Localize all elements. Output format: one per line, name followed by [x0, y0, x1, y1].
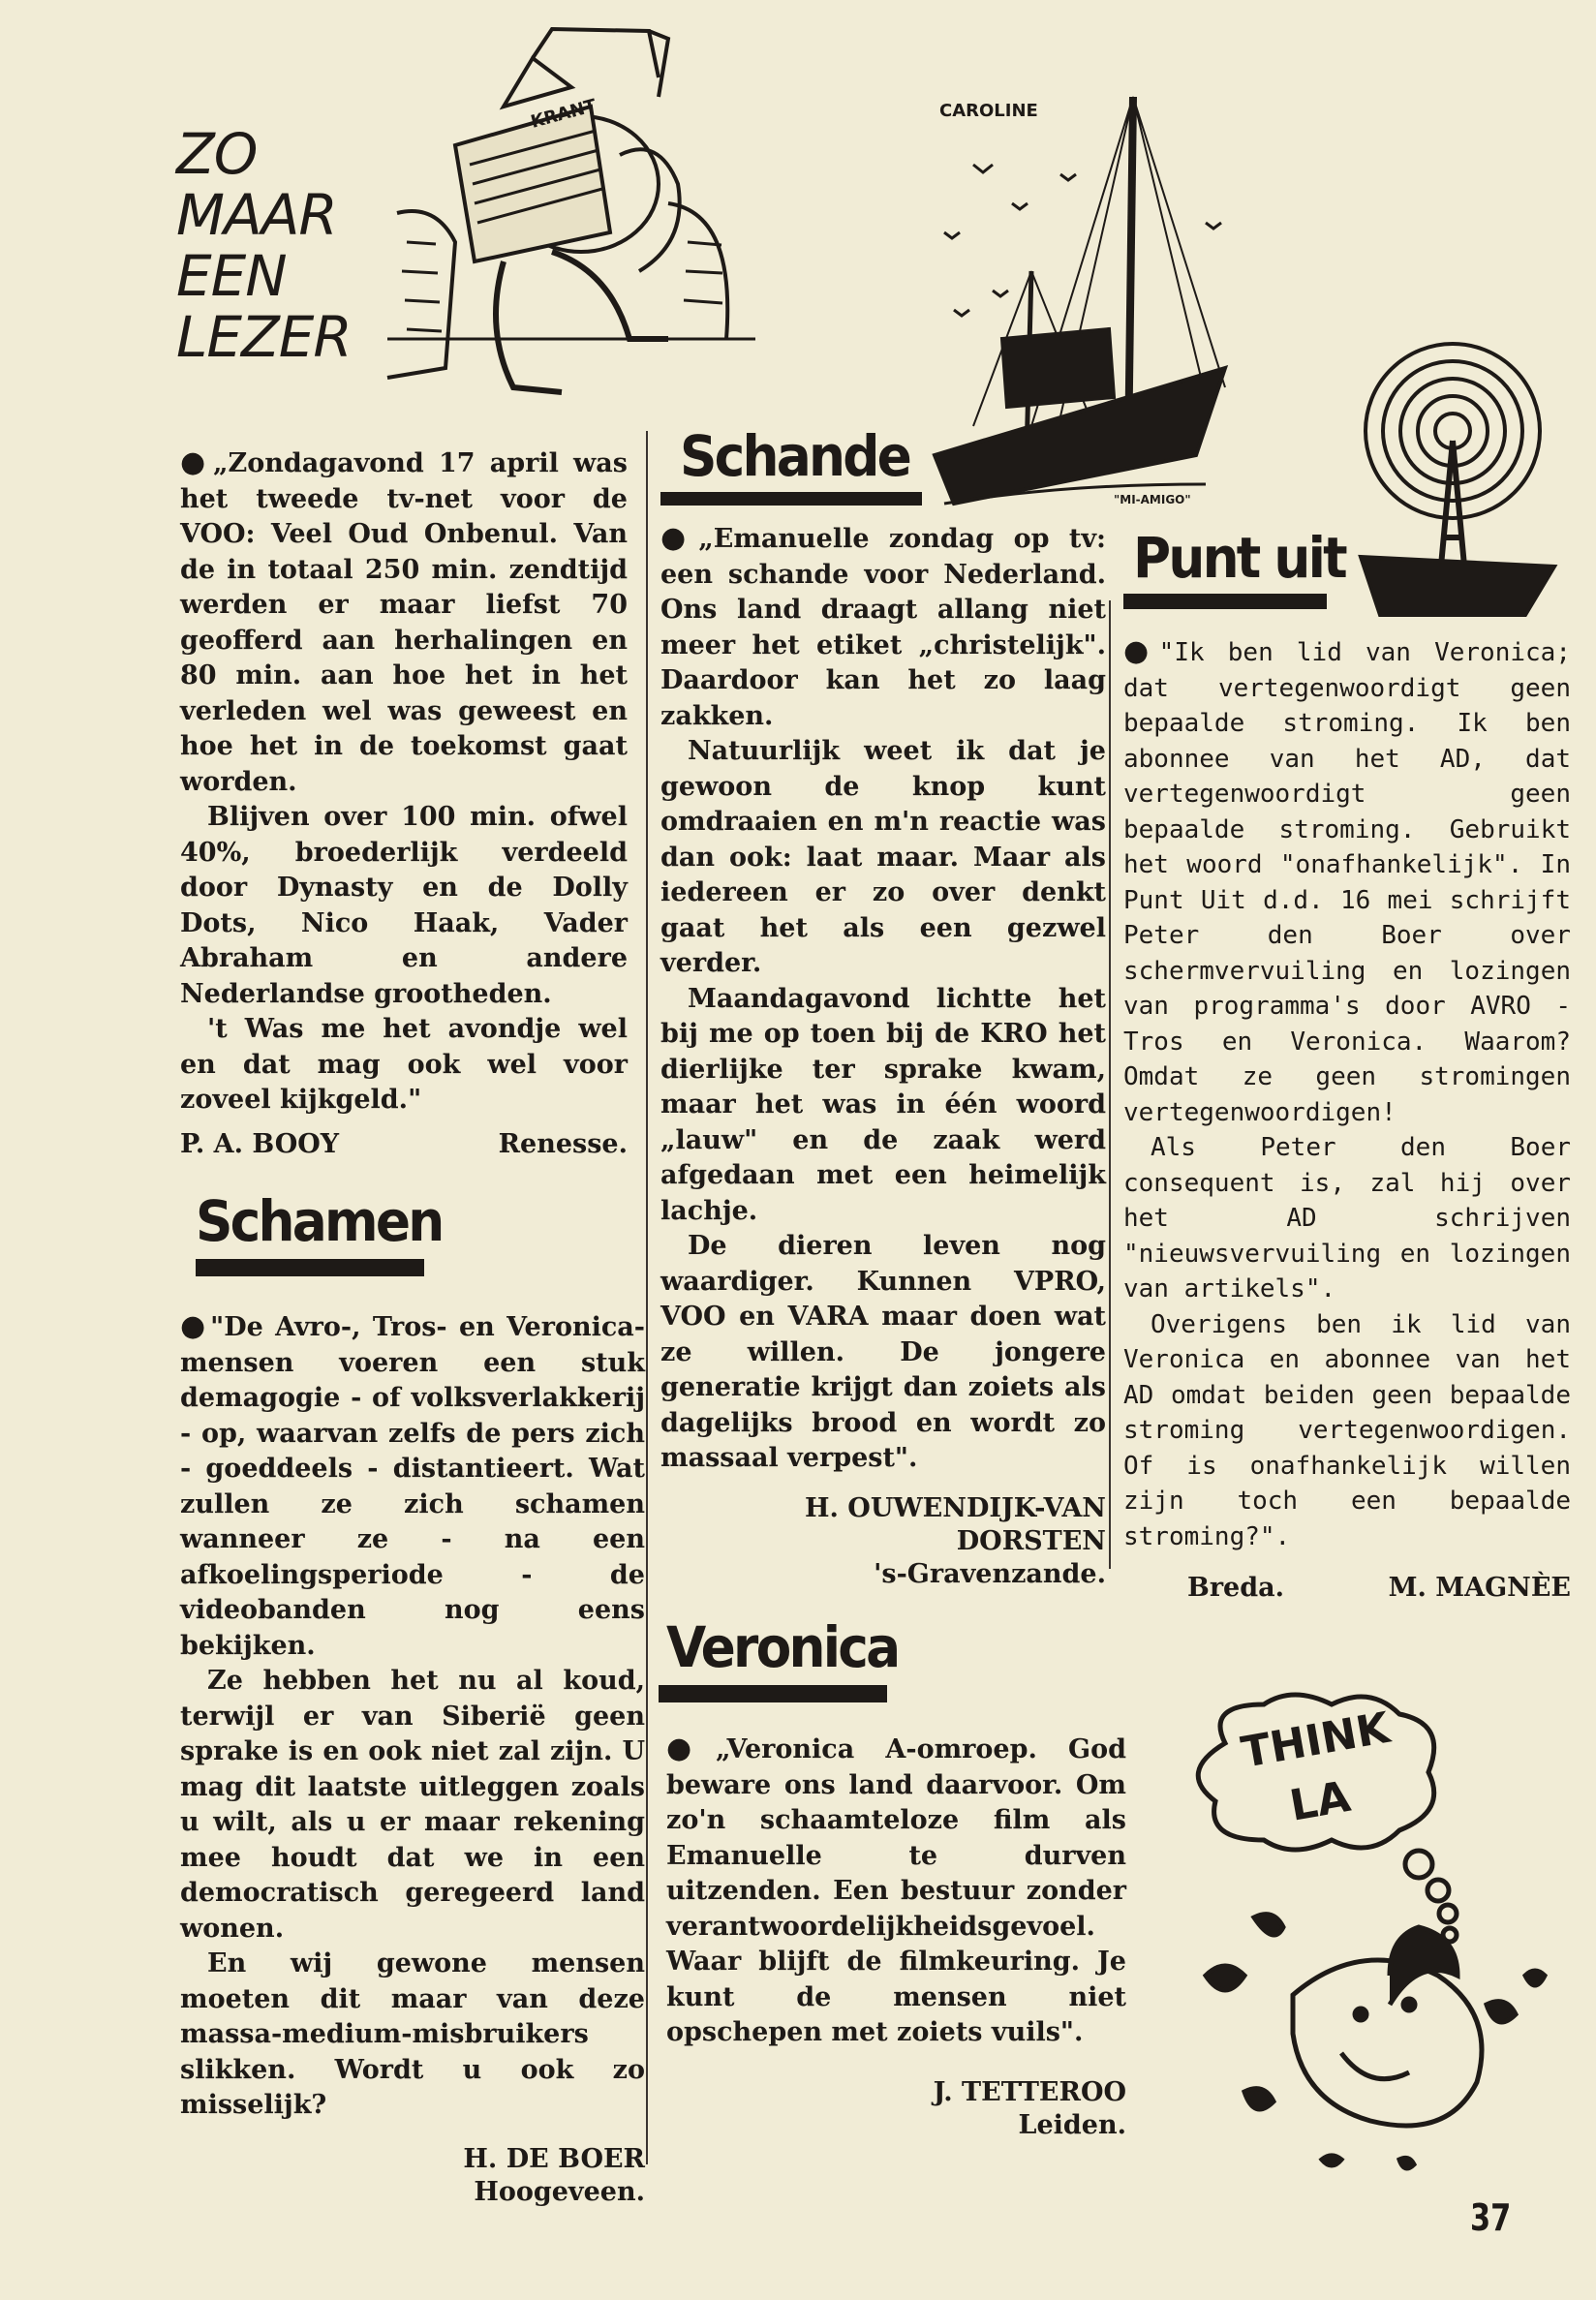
- letter-signature: [180, 1128, 628, 1161]
- signature-place: Renesse.: [498, 1128, 628, 1159]
- title-line: MAAR: [176, 182, 337, 248]
- column-divider: [646, 431, 648, 2164]
- title-line: EEN: [176, 243, 287, 309]
- letter-schamen: [180, 1188, 645, 2209]
- letter-paragraph: 't Was me het avondje wel en dat mag ook wel voor zoveel kijkgeld.": [180, 1014, 628, 1115]
- letter-signature: [180, 2143, 645, 2209]
- letter-paragraph: En wij gewone mensen moeten dit maar van deze massa-medium-misbruikers slikken. Wordt u ook zo misselijk?: [180, 1948, 645, 2120]
- headline-rule: [659, 1685, 887, 1702]
- bullet-icon: ●: [666, 1732, 714, 1765]
- letter-paragraph: Blijven over 100 min. ofwel 40%, broederlijk verdeeld door Dynasty en de Dolly Dots, Nico Haak, Vader Abraham en andere Nederlandse grootheden.: [180, 802, 628, 1009]
- think-label: THINK: [1238, 1702, 1394, 1778]
- letter-paragraph: Natuurlijk weet ik dat je gewoon de knop kunt omdraaien en m'n reactie was dan ook: laat maar. Maar als iedereen er zo over denkt gaat het als een gezwel verder.: [660, 736, 1106, 978]
- letter-veronica: [666, 1614, 1126, 2142]
- headline: Schamen: [196, 1188, 443, 1254]
- letter-paragraph: ●"Ik ben lid van Veronica; dat vertegenwoordigt geen bepaalde stroming. Ik ben abonnee van het AD, dat vertegenwoordigt geen bepaalde stroming. Gebruikt het woord "onafhankelijk". In Punt Uit d.d. 16 mei schrijft Peter den Boer over schermvervuiling en lozingen van programma's door AVRO - Tros en Veronica. Waarom? Omdat ze geen stromingen vertegenwoordigen!: [1123, 634, 1571, 1127]
- letter-paragraph: ●„Emanuelle zondag op tv: een schande voor Nederland. Ons land draagt allang niet meer het etiket „christelijk". Daardoor kan het zo laag zakken.: [660, 521, 1106, 731]
- headline: Punt uit: [1133, 525, 1345, 591]
- letter-paragraph: ●„Zondagavond 17 april was het tweede tv-net voor de VOO: Veel Oud Onbenul. Van de in totaal 250 min. zendtijd werden er maar liefst 70 geofferd aan herhalingen en 80 min. aan hoe het in het verleden wel was geweest en hoe het in de toekomst gaat worden.: [180, 445, 628, 797]
- letter-paragraph: Ze hebben het nu al koud, terwijl er van Siberië geen sprake is en ook niet zal zijn. U mag dit laatste uitleggen zoals u wilt, als u er maar rekening mee houdt dat we in een democratisch geregeerd land wonen.: [180, 1666, 645, 1944]
- letter-paragraph: ●"De Avro-, Tros- en Veronica-mensen voeren een stuk demagogie - of volksverlakkerij - op, waarvan zelfs de pers zich - goeddeels - distantieert. Wat zullen ze zich schamen wanneer ze - na een afkoelingsperiode - de videobanden nog eens bekijken.: [180, 1309, 645, 1661]
- page-title: [176, 121, 352, 370]
- signature-place: 's-Gravenzande.: [874, 1558, 1106, 1589]
- bullet-icon: ●: [1123, 634, 1157, 668]
- mi-amigo-label: "MI-AMIGO": [1114, 493, 1191, 506]
- headline-rule: [1123, 594, 1327, 609]
- letter-paragraph: De dieren leven nog waardiger. Kunnen VPRO, VOO en VARA maar doen wat ze willen. De jongere generatie krijgt dan zoiets als dagelijks brood en wordt zo massaal verpest".: [660, 1231, 1106, 1473]
- signature-name: H. OUWENDIJK-VAN DORSTEN: [804, 1492, 1106, 1556]
- title-line: LEZER: [176, 304, 352, 370]
- title-line: ZO: [176, 121, 258, 187]
- signature-name: P. A. BOOY: [180, 1128, 340, 1159]
- krant-label: KRANT: [528, 95, 599, 133]
- letter-paragraph: Als Peter den Boer consequent is, zal hij over het AD schrijven "nieuwsvervuiling en lozingen van artikels".: [1123, 1133, 1571, 1303]
- letter-signature: [1123, 1572, 1571, 1605]
- signature-name: J. TETTEROO: [933, 2076, 1126, 2107]
- page-number: 37: [1470, 2196, 1512, 2239]
- signature-place: Hoogeveen.: [474, 2176, 645, 2207]
- headline: Veronica: [666, 1614, 899, 1680]
- bullet-icon: ●: [180, 445, 211, 479]
- headline-rule: [196, 1259, 424, 1276]
- signature-name: M. MAGNÈE: [1388, 1573, 1571, 1603]
- letter-zondagavond: [180, 445, 628, 1161]
- bullet-icon: ●: [660, 521, 697, 555]
- headline-rule: [660, 492, 922, 506]
- bullet-icon: ●: [180, 1309, 209, 1343]
- la-label: LA: [1286, 1771, 1355, 1831]
- think-la-illustration: [1167, 1685, 1574, 2189]
- letter-punt-uit: [1123, 525, 1571, 1605]
- signature-place: Leiden.: [1018, 2109, 1126, 2140]
- headline: Schande: [680, 423, 910, 489]
- letter-paragraph: Maandagavond lichtte het bij me op toen bij de KRO het dierlijke ter sprake kwam, maar het was in één woord „lauw" en de zaak werd afgedaan met een heimelijk lachje.: [660, 983, 1106, 1226]
- letter-signature: [660, 1492, 1106, 1591]
- letter-paragraph: ●„Veronica A-omroep. God beware ons land daarvoor. Om zo'n schaamteloze film als Emanuelle te durven uitzenden. Een bestuur zonder verantwoordelijkheidsgevoel. Waar blijft de filmkeuring. Je kunt de mensen niet opschepen met zoiets vuils".: [666, 1732, 1126, 2047]
- letter-schande: [660, 423, 1106, 1591]
- letter-paragraph: Overigens ben ik lid van Veronica en abonnee van het AD omdat beiden geen bepaalde stroming vertegenwoordigen. Of is onafhankelijk willen zijn toch een bepaalde stroming?".: [1123, 1309, 1571, 1551]
- caroline-label: CAROLINE: [939, 101, 1038, 121]
- signature-place: Breda.: [1187, 1573, 1284, 1603]
- signature-name: H. DE BOER: [463, 2143, 645, 2174]
- column-divider: [1109, 600, 1111, 1569]
- letter-signature: [666, 2076, 1126, 2142]
- newspaper-reader-illustration: [378, 19, 755, 416]
